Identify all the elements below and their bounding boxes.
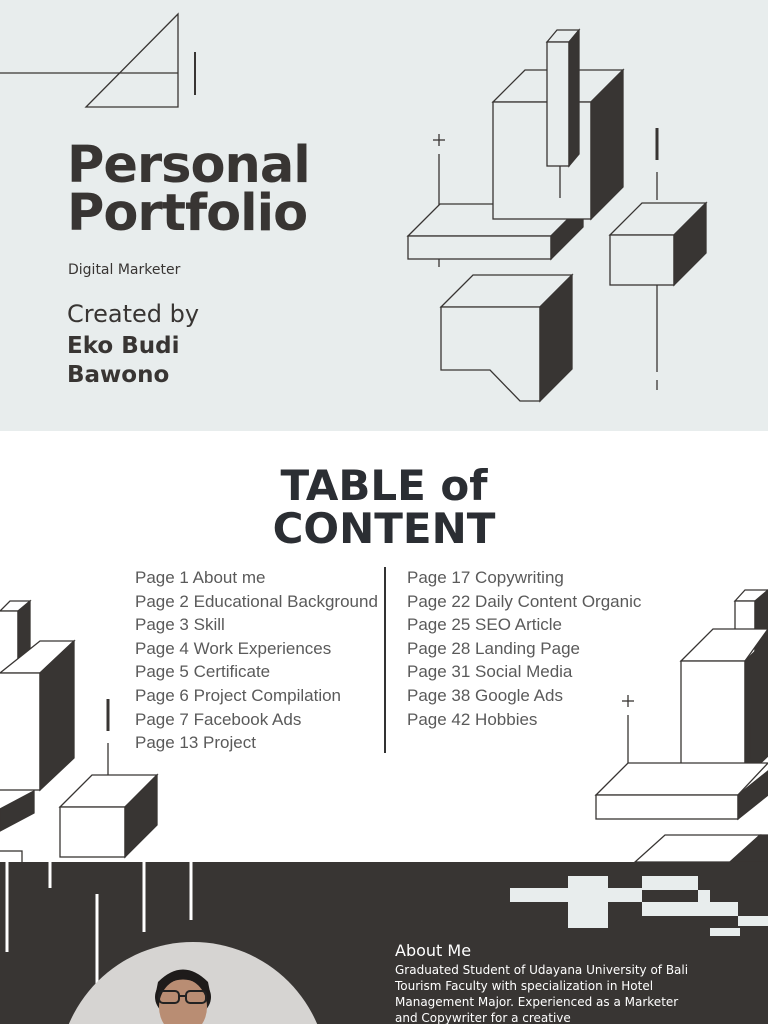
toc-item[interactable]: Page 7 Facebook Ads [135, 709, 302, 729]
toc-right-column [407, 566, 641, 731]
about-heading: About Me [395, 941, 472, 960]
table-of-content-section [0, 431, 768, 862]
page-title: Personal Portfolio [67, 136, 310, 243]
person-avatar [58, 942, 328, 1024]
subtitle: Digital Marketer [68, 262, 181, 278]
profile-photo [58, 942, 328, 1024]
pixel-blocks-decoration [510, 862, 768, 942]
toc-item[interactable]: Page 38 Google Ads [407, 685, 563, 705]
toc-item[interactable]: Page 2 Educational Background [135, 591, 378, 611]
toc-item[interactable]: Page 4 Work Experiences [135, 638, 332, 658]
toc-item[interactable]: Page 3 Skill [135, 615, 225, 635]
created-by-label: Created by [67, 300, 200, 328]
toc-item[interactable]: Page 25 SEO Article [407, 615, 562, 635]
about-me-section [0, 862, 768, 1024]
isometric-blocks-illustration [400, 0, 740, 431]
toc-item[interactable]: Page 17 Copywriting [407, 568, 564, 587]
toc-item[interactable]: Page 5 Certificate [135, 662, 271, 682]
toc-item[interactable]: Page 28 Landing Page [407, 638, 580, 658]
toc-item[interactable]: Page 1 About me [135, 568, 266, 587]
toc-item[interactable]: Page 31 Social Media [407, 662, 573, 682]
toc-title: TABLE of CONTENT [272, 461, 496, 553]
toc-item[interactable]: Page 13 Project [135, 733, 256, 753]
column-divider [384, 567, 386, 753]
toc-item[interactable]: Page 6 Project Compilation [135, 685, 342, 705]
toc-item[interactable]: Page 42 Hobbies [407, 709, 538, 729]
triangle-line-decoration [0, 0, 220, 120]
about-text: Graduated Student of Udayana University of Bali Tourism Faculty with specialization in Hotel Management Major. Experienced as a Marketer and Copywriter for a creative [395, 963, 689, 1024]
author-name: Eko Budi Bawono [67, 333, 180, 388]
cover-section [0, 0, 768, 431]
toc-left-column [135, 566, 378, 755]
toc-item[interactable]: Page 22 Daily Content Organic [407, 591, 642, 611]
